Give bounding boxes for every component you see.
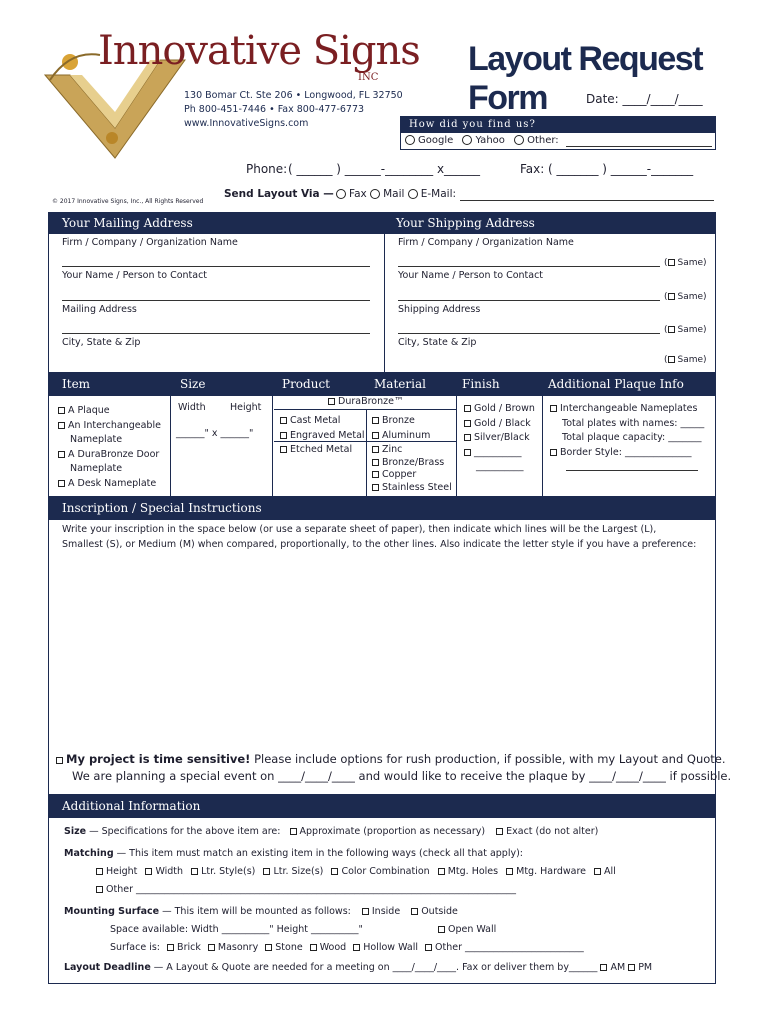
mount-outside[interactable]: Outside bbox=[411, 906, 458, 917]
shipping-address-label: Shipping Address bbox=[398, 304, 481, 315]
find-us-google[interactable]: Google bbox=[405, 135, 453, 146]
deadline-text[interactable]: — A Layout & Quote are needed for a meeting on ____/____/____. Fax or deliver them by______ bbox=[150, 962, 598, 973]
space-available[interactable]: Space available: Width __________" Height __________" bbox=[110, 924, 363, 935]
shipping-name-input[interactable] bbox=[398, 300, 660, 301]
matching-label: Matching bbox=[64, 848, 114, 859]
size-text: — Specifications for the above item are: bbox=[86, 826, 281, 837]
product-etched-metal[interactable]: Etched Metal bbox=[280, 444, 352, 455]
product-cast-metal[interactable]: Cast Metal bbox=[280, 413, 365, 428]
finish-other-2[interactable]: __________ bbox=[476, 461, 524, 472]
material-zinc[interactable]: Zinc bbox=[372, 444, 452, 457]
surface-hollow-wall[interactable]: Hollow Wall bbox=[353, 942, 418, 953]
open-wall[interactable]: Open Wall bbox=[438, 924, 496, 935]
size-approximate[interactable]: Approximate (proportion as necessary) bbox=[290, 826, 486, 837]
material-bronze[interactable]: Bronze bbox=[372, 413, 430, 428]
find-us-yahoo[interactable]: Yahoo bbox=[462, 135, 504, 146]
send-layout-label: Send Layout Via — bbox=[224, 188, 334, 200]
size-label: Size bbox=[64, 826, 87, 837]
mailing-address-label: Mailing Address bbox=[62, 304, 137, 315]
surface-wood[interactable]: Wood bbox=[310, 942, 347, 953]
find-us-label: How did you find us? bbox=[401, 117, 715, 133]
company-phone-fax: Ph 800-451-7446 • Fax 800-477-6773 bbox=[184, 104, 365, 115]
product-engraved-metal[interactable]: Engraved Metal bbox=[280, 428, 365, 443]
send-email-radio[interactable]: E-Mail: bbox=[408, 188, 456, 200]
spec-header-item: Item bbox=[62, 377, 91, 391]
shipping-title: Your Shipping Address bbox=[396, 216, 535, 230]
additional-title: Additional Information bbox=[62, 799, 201, 813]
inscription-textarea[interactable] bbox=[58, 556, 706, 748]
material-aluminum[interactable]: Aluminum bbox=[372, 428, 430, 443]
event-date-line[interactable]: We are planning a special event on ____/____/____ and would like to receive the plaque by ____/____/____ if possible. bbox=[72, 769, 732, 783]
mailing-name-input[interactable] bbox=[62, 300, 370, 301]
finish-other[interactable]: __________ bbox=[464, 446, 535, 461]
mailing-firm-label: Firm / Company / Organization Name bbox=[62, 237, 238, 248]
mailing-city-label: City, State & Zip bbox=[62, 337, 141, 348]
inscription-title: Inscription / Special Instructions bbox=[62, 501, 262, 515]
match-ltr-style[interactable]: Ltr. Style(s) bbox=[191, 866, 255, 877]
surface-brick[interactable]: Brick bbox=[167, 942, 201, 953]
company-suffix: INC bbox=[358, 72, 379, 83]
size-height-label: Height bbox=[230, 402, 262, 413]
shipping-name-label: Your Name / Person to Contact bbox=[398, 270, 544, 281]
phone-label: Phone: bbox=[246, 162, 288, 176]
send-fax-radio[interactable]: Fax bbox=[336, 188, 367, 200]
fax-label: Fax: bbox=[520, 162, 545, 176]
size-exact[interactable]: Exact (do not alter) bbox=[496, 826, 598, 837]
material-copper[interactable]: Copper bbox=[372, 469, 452, 482]
date-field[interactable]: Date: ____/____/____ bbox=[586, 92, 703, 106]
time-sensitive-checkbox[interactable]: My project is time sensitive! Please include options for rush production, if possible, with my Layout and Quote. bbox=[56, 752, 726, 766]
matching-text: — This item must match an existing item in the following ways (check all that apply): bbox=[113, 848, 524, 859]
match-hardware[interactable]: Mtg. Hardware bbox=[506, 866, 586, 877]
shipping-firm-label: Firm / Company / Organization Name bbox=[398, 237, 574, 248]
border-style[interactable]: Border Style: ______________ bbox=[550, 446, 704, 461]
match-height[interactable]: Height bbox=[96, 866, 137, 877]
surface-masonry[interactable]: Masonry bbox=[208, 942, 258, 953]
spec-header-finish: Finish bbox=[462, 377, 500, 391]
material-bronze-brass[interactable]: Bronze/Brass bbox=[372, 457, 452, 470]
match-ltr-size[interactable]: Ltr. Size(s) bbox=[263, 866, 323, 877]
match-color[interactable]: Color Combination bbox=[331, 866, 429, 877]
match-other[interactable]: Other ________________________________________________________________________________ bbox=[96, 884, 516, 895]
durabronze-checkbox[interactable]: DuraBronze™ bbox=[328, 396, 403, 407]
finish-silver-black[interactable]: Silver/Black bbox=[464, 431, 535, 446]
match-all[interactable]: All bbox=[594, 866, 616, 877]
company-website: www.InnovativeSigns.com bbox=[184, 118, 309, 129]
total-capacity[interactable]: Total plaque capacity: _______ bbox=[562, 432, 702, 443]
fax-field[interactable]: ( _______ ) ______-_______ bbox=[548, 162, 694, 176]
find-us-other[interactable]: Other: bbox=[514, 135, 559, 146]
company-name: Innovative Signs bbox=[98, 28, 420, 74]
finish-gold-brown[interactable]: Gold / Brown bbox=[464, 402, 535, 417]
same-checkbox-4[interactable]: ( Same) bbox=[664, 355, 707, 365]
same-checkbox-1[interactable]: ( Same) bbox=[664, 258, 707, 268]
item-durabronze[interactable]: A DuraBronze Door bbox=[58, 448, 161, 463]
surface-label: Surface is: bbox=[110, 942, 161, 953]
same-checkbox-2[interactable]: ( Same) bbox=[664, 292, 707, 302]
material-stainless[interactable]: Stainless Steel bbox=[372, 482, 452, 495]
item-plaque[interactable]: A Plaque bbox=[58, 404, 161, 419]
size-input[interactable]: ______" x ______" bbox=[176, 428, 254, 439]
surface-stone[interactable]: Stone bbox=[265, 942, 302, 953]
shipping-address-input[interactable] bbox=[398, 333, 660, 334]
spec-header-product: Product bbox=[282, 377, 330, 391]
same-checkbox-3[interactable]: ( Same) bbox=[664, 325, 707, 335]
mailing-address-input[interactable] bbox=[62, 333, 370, 334]
send-mail-radio[interactable]: Mail bbox=[370, 188, 404, 200]
shipping-city-label: City, State & Zip bbox=[398, 337, 477, 348]
match-holes[interactable]: Mtg. Holes bbox=[438, 866, 498, 877]
mounting-text: — This item will be mounted as follows: bbox=[159, 906, 351, 917]
mounting-label: Mounting Surface bbox=[64, 906, 160, 917]
interchangeable-nameplates[interactable]: Interchangeable Nameplates bbox=[550, 402, 704, 417]
total-plates[interactable]: Total plates with names: _____ bbox=[562, 417, 705, 429]
match-width[interactable]: Width bbox=[145, 866, 183, 877]
finish-gold-black[interactable]: Gold / Black bbox=[464, 417, 535, 432]
mailing-title: Your Mailing Address bbox=[62, 216, 193, 230]
inscription-instructions-2: Smallest (S), or Medium (M) when compared, proportionally, to the other lines. Also indicate the letter style if you have a preference: bbox=[62, 539, 697, 550]
inscription-instructions-1: Write your inscription in the space below (or use a separate sheet of paper), then indicate which lines will be the Largest (L), bbox=[62, 524, 657, 535]
spec-header-material: Material bbox=[374, 377, 426, 391]
mount-inside[interactable]: Inside bbox=[362, 906, 400, 917]
deadline-am[interactable]: AM bbox=[600, 962, 625, 973]
item-interchangeable[interactable]: An Interchangeable bbox=[58, 419, 161, 434]
copyright: © 2017 Innovative Signs, Inc., All Rights Reserved bbox=[52, 198, 204, 205]
spec-header-size: Size bbox=[180, 377, 206, 391]
spec-header-additional: Additional Plaque Info bbox=[548, 377, 684, 391]
deadline-pm[interactable]: PM bbox=[628, 962, 652, 973]
item-interchangeable-cont: Nameplate bbox=[70, 434, 123, 445]
mailing-name-label: Your Name / Person to Contact bbox=[62, 270, 208, 281]
form-title: Layout Request Form bbox=[468, 40, 703, 117]
size-width-label: Width bbox=[178, 402, 206, 413]
item-durabronze-cont: Nameplate bbox=[70, 463, 123, 474]
mailing-firm-input[interactable] bbox=[62, 266, 370, 267]
deadline-label: Layout Deadline bbox=[64, 962, 151, 973]
phone-field[interactable]: ( ______ ) ______-________ x______ bbox=[288, 162, 481, 176]
company-address: 130 Bomar Ct. Ste 206 • Longwood, FL 32750 bbox=[184, 90, 403, 101]
surface-other[interactable]: Other _________________________ bbox=[425, 942, 584, 953]
shipping-firm-input[interactable] bbox=[398, 266, 660, 267]
find-us-box bbox=[400, 116, 716, 150]
item-desk[interactable]: A Desk Nameplate bbox=[58, 477, 161, 492]
